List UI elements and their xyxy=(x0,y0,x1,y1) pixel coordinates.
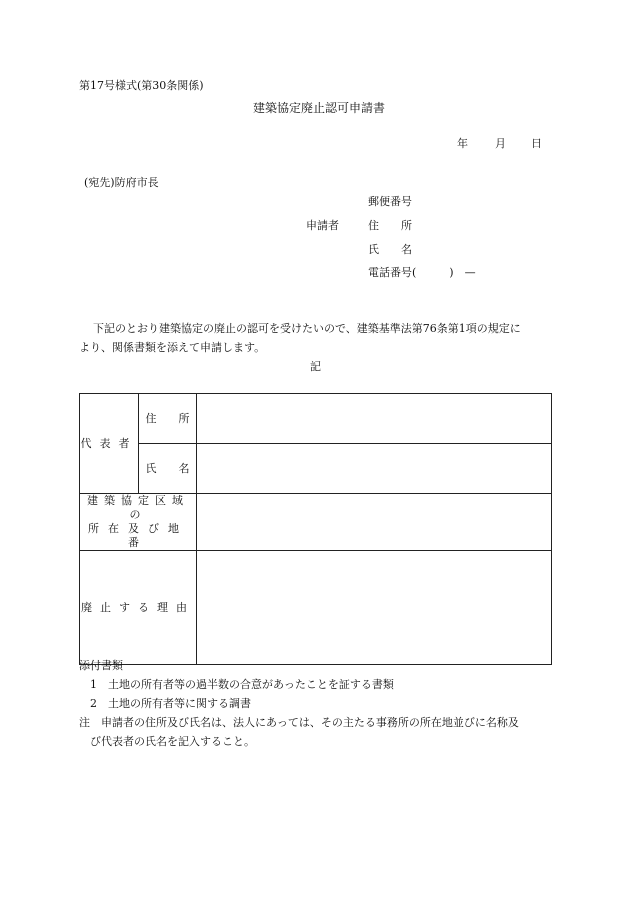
rep-name-label-cell xyxy=(139,444,197,494)
note-line-1: 申請者の住所及び氏名は、法人にあっては、その主たる事務所の所在地並びに名称及 xyxy=(101,716,519,729)
note-label: 注 xyxy=(79,716,90,729)
representative-label-cell xyxy=(80,394,139,494)
attachment-item-2: 2 土地の所有者等に関する調書 xyxy=(90,697,251,710)
applicant-label: 申請者 xyxy=(306,219,339,232)
reason-label-cell xyxy=(80,551,197,665)
area-location-field[interactable] xyxy=(197,494,552,551)
area-label-line1: 建築協定区域の xyxy=(87,494,189,521)
reason-label: 廃止する理由 xyxy=(81,600,195,614)
attachments-heading: 添付書類 xyxy=(79,659,123,672)
addressee: (宛先)防府市長 xyxy=(84,176,159,189)
applicant-phone-label: 電話番号( ) — xyxy=(368,266,476,279)
rep-address-label-cell xyxy=(139,394,197,444)
date-month-label: 月 xyxy=(495,137,506,150)
rep-address-field[interactable] xyxy=(197,394,552,444)
applicant-name-label: 氏 名 xyxy=(368,243,412,256)
date-year-label: 年 xyxy=(457,137,468,150)
attachment-item-1: 1 土地の所有者等の過半数の合意があったことを証する書類 xyxy=(90,678,394,691)
rep-name-field[interactable] xyxy=(197,444,552,494)
area-label-line2: 所在及び地番 xyxy=(88,522,188,549)
applicant-postal-label: 郵便番号 xyxy=(368,195,412,208)
rep-address-label: 住 所 xyxy=(145,411,190,425)
body-text-line2: より、関係書類を添えて申請します。 xyxy=(79,341,266,354)
reason-field[interactable] xyxy=(197,551,552,665)
note-line-2: び代表者の氏名を記入すること。 xyxy=(90,735,255,748)
date-day-label: 日 xyxy=(531,137,542,150)
applicant-address-label: 住 所 xyxy=(368,219,412,232)
representative-label: 代表者 xyxy=(80,436,138,450)
form-number: 第17号様式(第30条関係) xyxy=(79,79,204,92)
document-title: 建築協定廃止認可申請書 xyxy=(253,101,386,115)
application-table xyxy=(79,393,552,665)
rep-name-label: 氏 名 xyxy=(145,461,190,475)
area-label-cell xyxy=(80,494,197,551)
ki-heading: 記 xyxy=(310,360,321,373)
body-text-line1: 下記のとおり建築協定の廃止の認可を受けたいので、建築基準法第76条第1項の規定に xyxy=(93,322,521,335)
